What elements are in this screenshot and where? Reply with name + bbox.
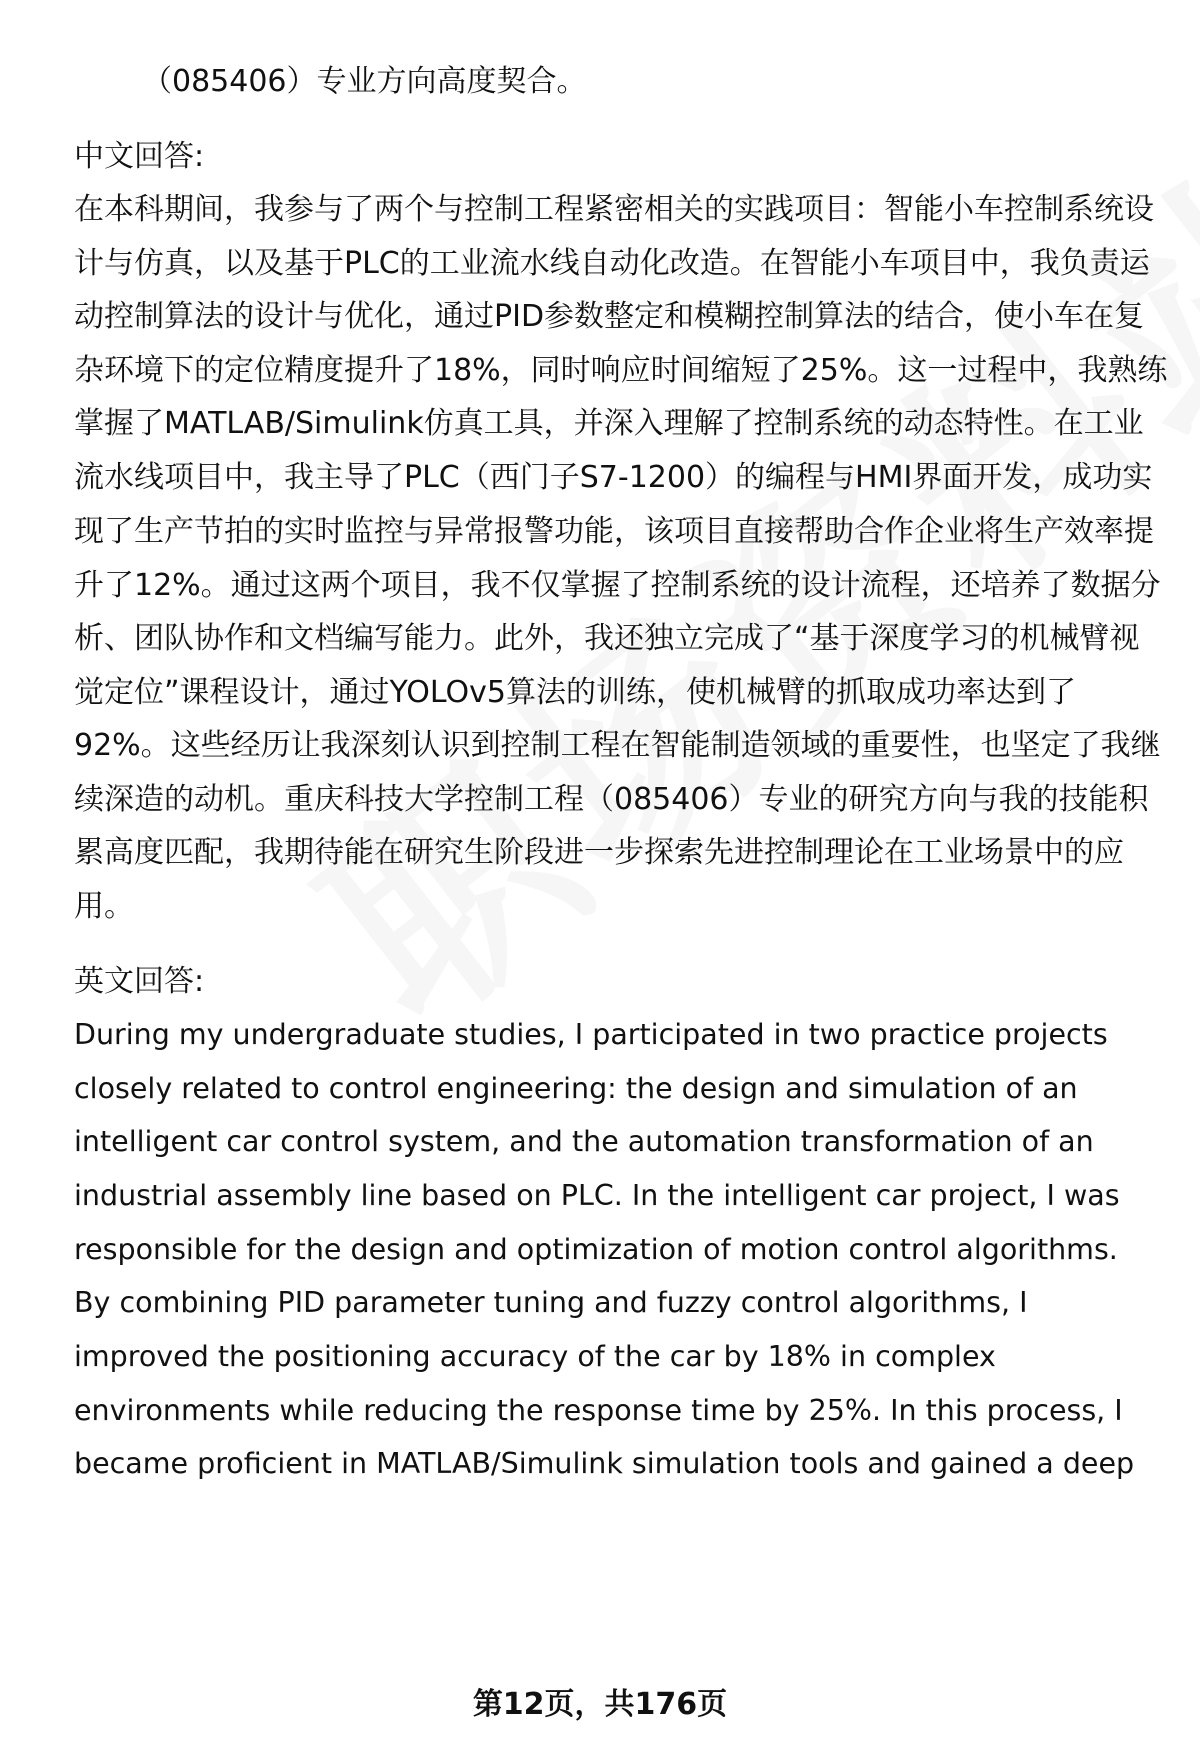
chinese-answer-heading: 中文回答:	[74, 139, 205, 174]
english-text-line: closely related to control engineering: the design and simulation of an	[74, 1072, 1078, 1105]
chinese-text-line: 在本科期间，我参与了两个与控制工程紧密相关的实践项目：智能小车控制系统设	[74, 192, 1154, 227]
chinese-text-line: 升了12%。通过这两个项目，我不仅掌握了控制系统的设计流程，还培养了数据分	[74, 568, 1161, 603]
page-footer: 第12页，共176页	[472, 1687, 728, 1722]
chinese-text-line: 觉定位”课程设计，通过YOLOv5算法的训练，使机械臂的抓取成功率达到了	[74, 675, 1076, 710]
chinese-text-line: 现了生产节拍的实时监控与异常报警功能，该项目直接帮助合作企业将生产效率提	[74, 514, 1154, 549]
english-text-line: By combining PID parameter tuning and fuzzy control algorithms, I	[74, 1286, 1028, 1319]
english-text-line: environments while reducing the response time by 25%. In this process, I	[74, 1394, 1123, 1427]
chinese-text-line: 掌握了MATLAB/Simulink仿真工具，并深入理解了控制系统的动态特性。在工业	[74, 406, 1144, 441]
chinese-text-line: 续深造的动机。重庆科技大学控制工程（085406）专业的研究方向与我的技能积	[74, 782, 1149, 817]
english-text-line: industrial assembly line based on PLC. In the intelligent car project, I was	[74, 1179, 1120, 1212]
chinese-text-line: 流水线项目中，我主导了PLC（西门子S7-1200）的编程与HMI界面开发，成功实	[74, 460, 1153, 495]
chinese-text-line: 计与仿真，以及基于PLC的工业流水线自动化改造。在智能小车项目中，我负责运	[74, 246, 1150, 281]
chinese-text-line: 杂环境下的定位精度提升了18%，同时响应时间缩短了25%。这一过程中，我熟练	[74, 353, 1168, 388]
chinese-text-line: 析、团队协作和文档编写能力。此外，我还独立完成了“基于深度学习的机械臂视	[74, 621, 1140, 656]
chinese-text-line: 累高度匹配，我期待能在研究生阶段进一步探索先进控制理论在工业场景中的应	[74, 835, 1124, 870]
english-text-line: During my undergraduate studies, I participated in two practice projects	[74, 1018, 1108, 1051]
english-text-line: improved the positioning accuracy of the car by 18% in complex	[74, 1340, 996, 1373]
chinese-text-line: 用。	[74, 889, 134, 924]
chinese-text-line: 动控制算法的设计与优化，通过PID参数整定和模糊控制算法的结合，使小车在复	[74, 299, 1145, 334]
continuation-line: （085406）专业方向高度契合。	[142, 64, 587, 99]
english-text-line: intelligent car control system, and the automation transformation of an	[74, 1125, 1094, 1158]
english-text-line: responsible for the design and optimization of motion control algorithms.	[74, 1233, 1118, 1266]
chinese-text-line: 92%。这些经历让我深刻认识到控制工程在智能制造领域的重要性，也坚定了我继	[74, 728, 1161, 763]
english-answer-heading: 英文回答:	[74, 964, 205, 999]
english-text-line: became proficient in MATLAB/Simulink simulation tools and gained a deep	[74, 1447, 1135, 1480]
